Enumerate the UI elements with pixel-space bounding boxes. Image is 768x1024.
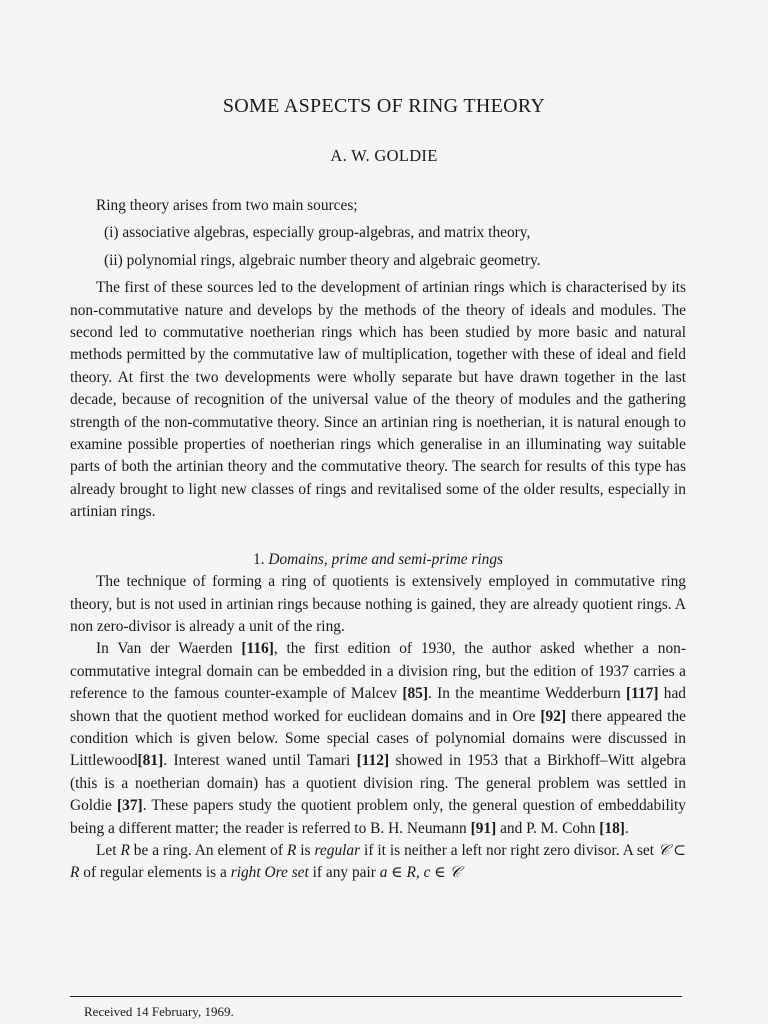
citation-ref: [81] [137,752,164,770]
footnote-rule [70,996,682,997]
text-run: , the first edition of 1930, the author asked whether a non-commutative integral domain can be embedded in a division ring, but the edition of 1937 carries a reference to the famous counter-example of Malcev [70,640,686,703]
citation-ref: [85] [402,685,429,703]
section-title: Domains, prime and semi-prime rings [268,550,504,568]
paragraph-4 [70,840,686,885]
text-run: is [296,841,315,859]
text-run: of regular elements is a [79,864,231,882]
text-run: be a ring. An element of [129,841,287,859]
text-run: . These papers study the quotient problem only, the general question of embeddability being a different matter; the reader is referred to B. H. Neumann [70,797,686,837]
paragraph-3 [70,638,686,840]
text-run: Let [96,841,121,859]
paragraph-2: The technique of forming a ring of quotients is extensively employed in commutative ring theory, but is not used in artinian rings because nothing is gained, they are already quotient rings. A non zero-divisor is already a unit of the ring. [70,573,686,635]
text-run: . [624,819,629,837]
math-expression: 𝒞 ⊂ R [70,841,687,882]
section-heading [70,549,686,571]
citation-ref: [116] [241,640,274,658]
section-number: 1. [252,550,265,568]
defined-term: regular [314,841,361,859]
citation-ref: [18] [599,819,625,837]
paper-title: SOME ASPECTS OF RING THEORY [222,95,546,117]
citation-ref: [117] [626,685,659,703]
citation-ref: [92] [540,707,567,725]
citation-ref: [37] [117,797,143,815]
intro-sentence: Ring theory arises from two main sources; [96,197,358,214]
citation-ref: [91] [470,819,497,837]
paragraph-1: The first of these sources led to the development of artinian rings which is characterised by its non-commutative nature and develops by the methods of the theory of ideals and modules. The second led to commutative noetherian rings which has been studied by more basic and natural methods permitted by the commutative law of multiplication, together with these of ideal and field theory. At first the two developments were wholly separate but have drawn together in the last decade, because of recognition of the universal value of the theory of modules and the gathering strength of the non-commutative theory. Since an artinian ring is noetherian, it is natural enough to examine possible properties of noetherian rings which generalise in an illuminating way suitable parts of both the artinian theory and the commutative theory. The search for results of this type has already brought to light new classes of rings and revitalised some of the older results, especially in artinian rings. [70,279,686,521]
text-run: had shown that the quotient method worked for euclidean domains and in Ore [70,685,687,725]
math-expression: a ∈ R, c ∈ 𝒞 [379,864,461,882]
citation-ref: [112] [356,752,390,770]
text-run: In Van der Waerden [96,640,242,658]
received-footnote: Received 14 February, 1969. [84,1004,234,1019]
text-run: . In the meantime Wedderburn [428,685,626,703]
math-variable: R [120,841,130,859]
paper-body [70,195,686,885]
text-run: there appeared the condition which is given below. Some special cases of polynomial domains were discussed in Littlewood [70,707,686,770]
author-name: A. W. GOLDIE [330,146,438,165]
source-item-1: (i) associative algebras, especially group-algebras, and matrix theory, [104,224,531,242]
text-run: . Interest waned until Tamari [163,752,357,770]
source-item-2: (ii) polynomial rings, algebraic number theory and algebraic geometry. [104,251,541,269]
text-run: and P. M. Cohn [496,819,600,837]
text-run: if it is neither a left nor right zero divisor. A set [360,841,658,859]
defined-term: right Ore set [230,864,309,882]
text-run: showed in 1953 that a Birkhoff–Witt algebra (this is a noetherian domain) has a quotient division ring. The general problem was settled in Goldie [70,752,686,815]
math-variable: R [286,841,297,859]
text-run: if any pair [308,864,380,882]
